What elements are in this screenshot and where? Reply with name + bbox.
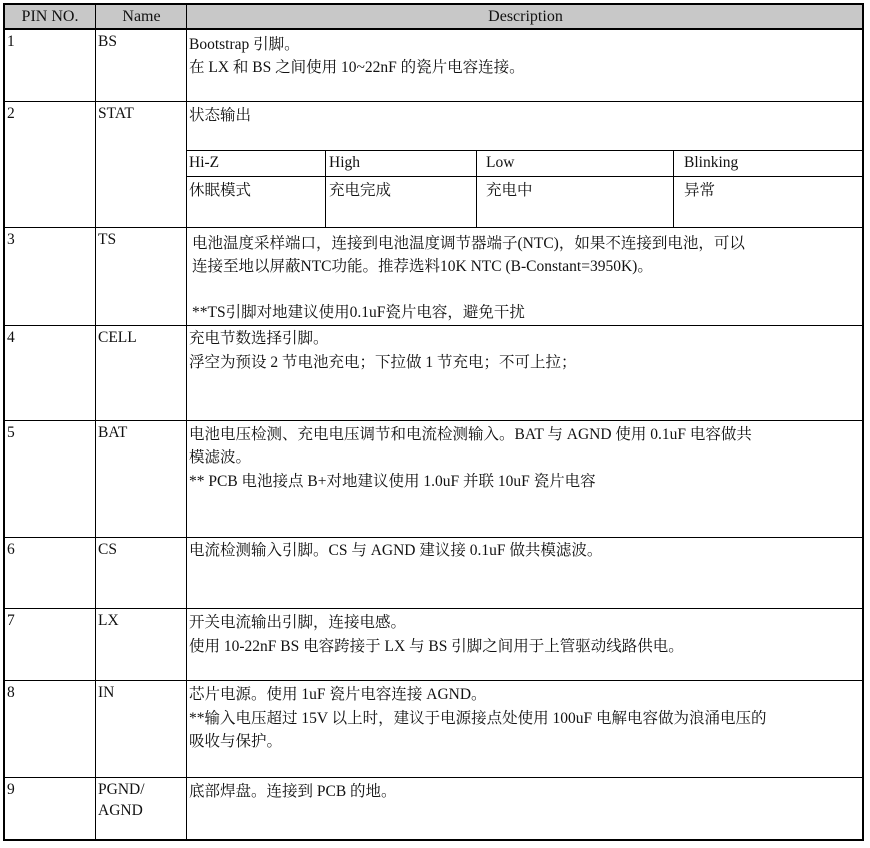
pin-name: IN xyxy=(98,684,115,701)
row-divider xyxy=(5,608,862,609)
pin-name: STAT xyxy=(98,105,134,122)
description-line: **TS引脚对地建议使用0.1uF瓷片电容，避免干扰 xyxy=(192,304,525,321)
row-divider xyxy=(5,680,862,681)
pin-name: AGND xyxy=(98,802,143,819)
column-divider xyxy=(95,5,96,839)
sub-table-divider xyxy=(325,150,326,227)
description-line: 电池温度采样端口，连接到电池温度调节器端子(NTC)，如果不连接到电池，可以 xyxy=(192,235,745,252)
description-line: 连接至地以屏蔽NTC功能。推荐选料10K NTC (B-Constant=3950K)。 xyxy=(192,258,653,275)
pin-number: 4 xyxy=(7,329,15,346)
column-divider xyxy=(186,5,187,839)
description-line: 在 LX 和 BS 之间使用 10~22nF 的瓷片电容连接。 xyxy=(189,59,525,76)
pin-name: LX xyxy=(98,612,119,629)
row-divider xyxy=(5,227,862,228)
sub-table-divider xyxy=(673,150,674,227)
description-line: 状态输出 xyxy=(189,107,252,124)
pin-number: 2 xyxy=(7,105,15,122)
description-line: 充电节数选择引脚。 xyxy=(189,330,329,347)
pin-name: TS xyxy=(98,231,117,248)
header-description: Description xyxy=(488,8,563,25)
description-line: 电池电压检测、充电电压调节和电流检测输入。BAT 与 AGND 使用 0.1uF 电容做共 xyxy=(189,426,752,443)
pin-number: 9 xyxy=(7,781,15,798)
sub-table-mid xyxy=(186,176,862,177)
description-line: 浮空为预设 2 节电池充电；下拉做 1 节充电；不可上拉； xyxy=(189,354,577,371)
description-line: 底部焊盘。连接到 PCB 的地。 xyxy=(189,783,397,800)
description-line: 芯片电源。使用 1uF 瓷片电容连接 AGND。 xyxy=(189,686,487,703)
header-name: Name xyxy=(122,8,161,25)
sub-table-divider xyxy=(476,150,477,227)
sub-table-top xyxy=(186,150,862,151)
pin-name: PGND/ xyxy=(98,781,145,798)
description-line: 吸收与保护。 xyxy=(189,733,283,750)
pin-number: 7 xyxy=(7,612,15,629)
row-divider xyxy=(5,537,862,538)
row-divider xyxy=(5,420,862,421)
pin-number: 6 xyxy=(7,541,15,558)
sub-table-header: Blinking xyxy=(684,154,739,171)
sub-table-header: Low xyxy=(486,154,515,171)
sub-table-value: 充电中 xyxy=(486,182,533,199)
sub-table-value: 休眠模式 xyxy=(189,182,252,199)
pin-name: CS xyxy=(98,541,117,558)
pin-number: 3 xyxy=(7,231,15,248)
pin-name: CELL xyxy=(98,329,137,346)
header-pin-no: PIN NO. xyxy=(21,8,79,25)
sub-table-value: 充电完成 xyxy=(329,182,392,199)
table-header xyxy=(5,5,862,30)
pin-name: BAT xyxy=(98,424,128,441)
pin-number: 1 xyxy=(7,33,15,50)
pin-description-table xyxy=(3,3,864,841)
description-line: 开关电流输出引脚，连接电感。 xyxy=(189,614,407,631)
sub-table-header: Hi-Z xyxy=(189,154,220,171)
pin-number: 5 xyxy=(7,424,15,441)
description-line: 电流检测输入引脚。CS 与 AGND 建议接 0.1uF 做共模滤波。 xyxy=(189,542,603,559)
pin-name: BS xyxy=(98,33,117,50)
description-line: **输入电压超过 15V 以上时，建议于电源接点处使用 100uF 电解电容做为浪涌电压的 xyxy=(189,710,767,727)
description-line: 使用 10-22nF BS 电容跨接于 LX 与 BS 引脚之间用于上管驱动线路供电。 xyxy=(189,638,684,655)
sub-table-header: High xyxy=(329,154,360,171)
description-line: 模滤波。 xyxy=(189,449,252,466)
description-line: ** PCB 电池接点 B+对地建议使用 1.0uF 并联 10uF 瓷片电容 xyxy=(189,473,596,490)
description-line: Bootstrap 引脚。 xyxy=(189,36,300,53)
sub-table-value: 异常 xyxy=(684,182,716,199)
pin-number: 8 xyxy=(7,684,15,701)
